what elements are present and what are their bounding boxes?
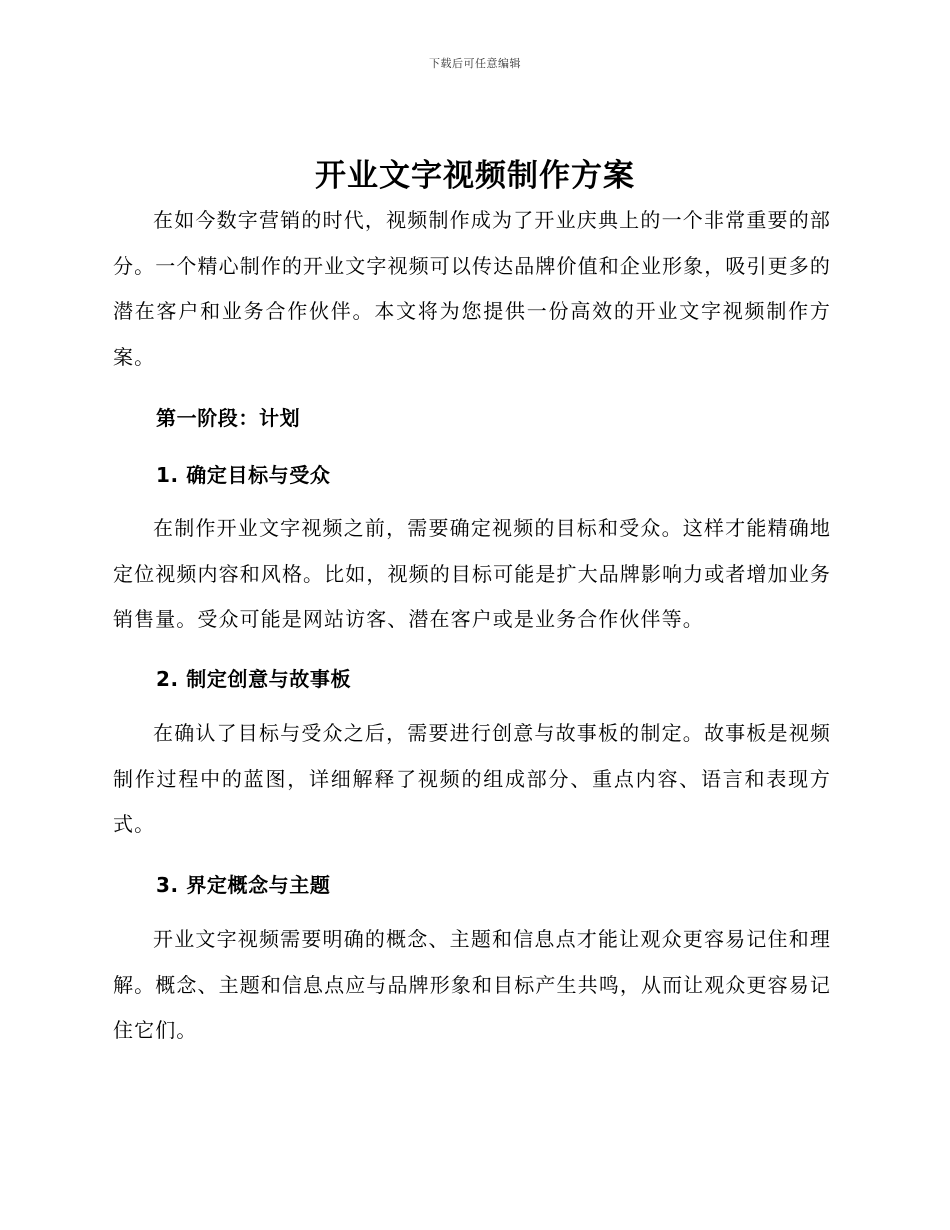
section-heading-2: 2. 制定创意与故事板: [156, 667, 352, 691]
stage-heading: 第一阶段：计划: [156, 406, 301, 430]
section-1-block: [113, 506, 831, 643]
intro-paragraph: 在如今数字营销的时代，视频制作成为了开业庆典上的一个非常重要的部分。一个精心制作的开业文字视频可以传达品牌价值和企业形象，吸引更多的潜在客户和业务合作伙伴。本文将为您提供一份高效的开业文字视频制作方案。: [113, 208, 831, 369]
intro-block: [113, 198, 831, 380]
document-title: 开业文字视频制作方案: [315, 158, 635, 194]
section-3-paragraph: 开业文字视频需要明确的概念、主题和信息点才能让观众更容易记住和理解。概念、主题和信息点应与品牌形象和目标产生共鸣，从而让观众更容易记住它们。: [113, 927, 831, 1042]
section-3-block: [113, 917, 831, 1054]
section-heading-3: 3. 界定概念与主题: [156, 873, 331, 897]
section-2-paragraph: 在确认了目标与受众之后，需要进行创意与故事板的制定。故事板是视频制作过程中的蓝图，详细解释了视频的组成部分、重点内容、语言和表现方式。: [113, 721, 831, 836]
section-2-block: [113, 711, 831, 848]
section-heading-1: 1. 确定目标与受众: [156, 463, 331, 487]
header-note: 下载后可任意编辑: [429, 57, 521, 70]
section-1-paragraph: 在制作开业文字视频之前，需要确定视频的目标和受众。这样才能精确地定位视频内容和风格。比如，视频的目标可能是扩大品牌影响力或者增加业务销售量。受众可能是网站访客、潜在客户或是业务合作伙伴等。: [113, 516, 831, 631]
